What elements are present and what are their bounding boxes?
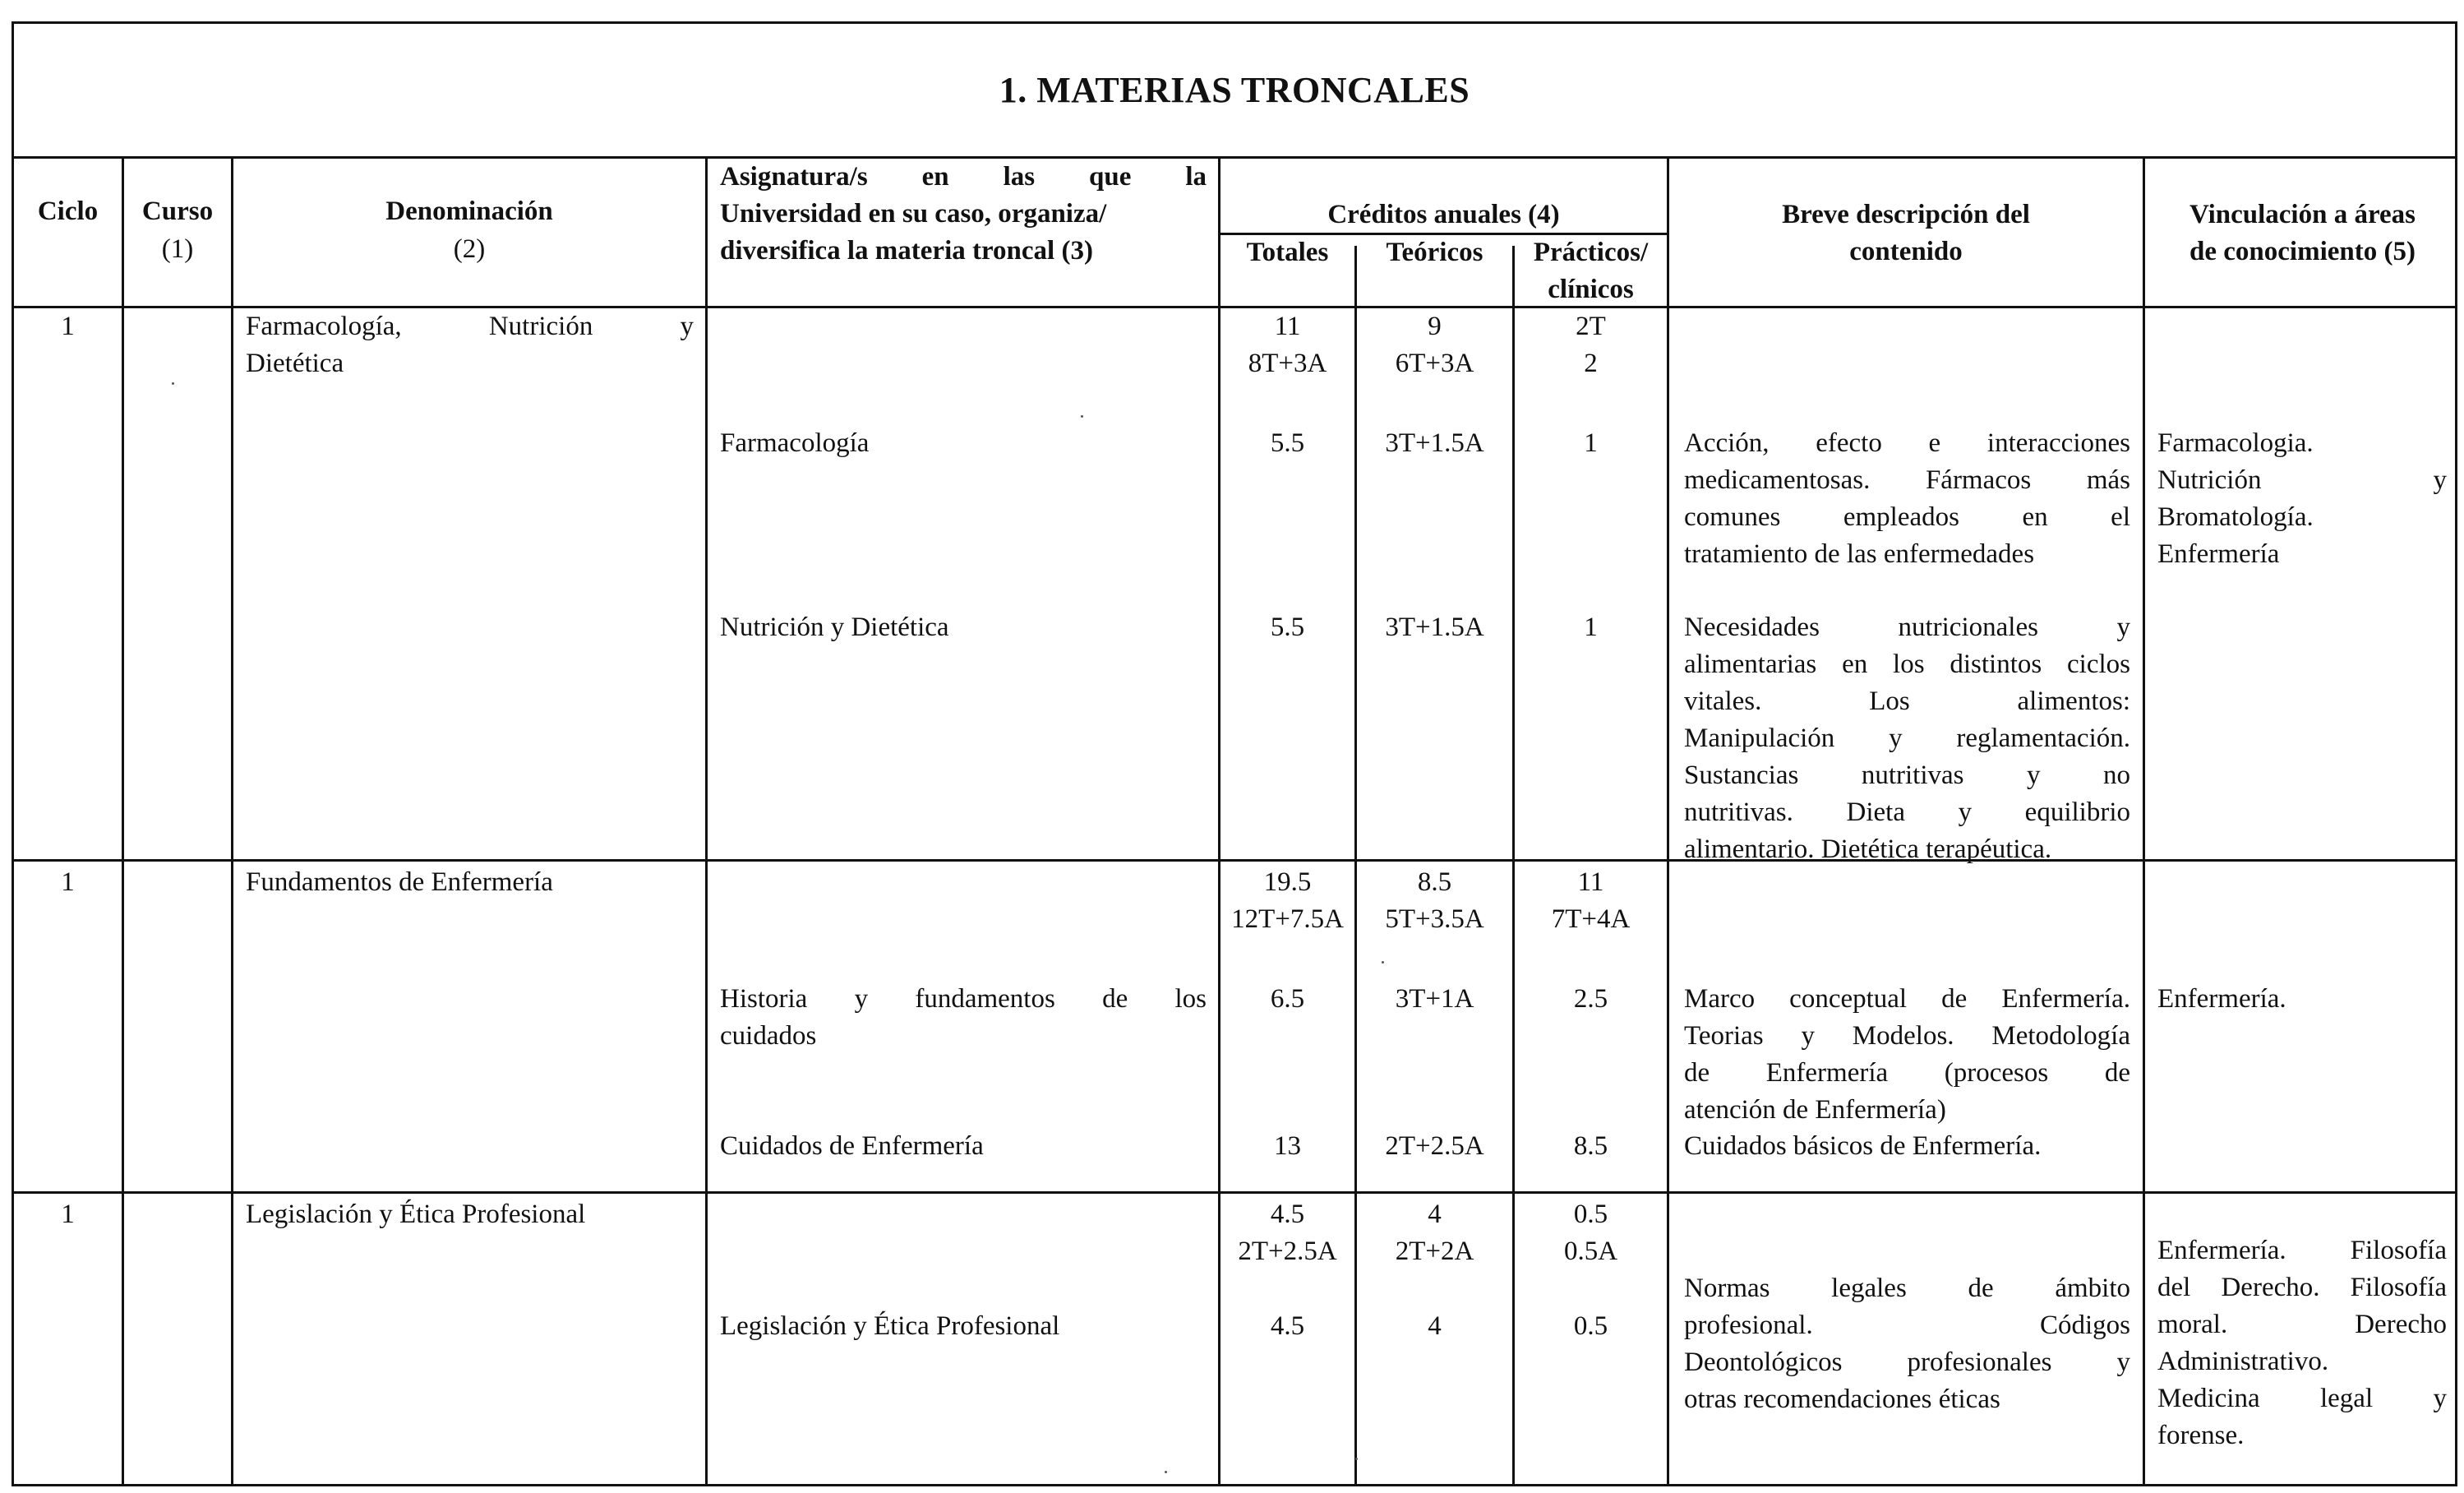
subject-historia-teoricos: 3T+1A — [1395, 984, 1474, 1014]
descripcion-line: de Enfermería (procesos de — [1684, 1058, 2130, 1088]
header-curso-note: (1) — [161, 234, 194, 264]
subject-nutricion-teoricos: 3T+1.5A — [1385, 612, 1484, 642]
section-2-practicos — [1515, 864, 1667, 938]
vinculacion-line: Administrativo. — [2157, 1347, 2329, 1376]
subject-cuidados-totales: 13 — [1274, 1131, 1301, 1161]
vinculacion-line: del Derecho. Filosofía — [2157, 1273, 2447, 1302]
header-totales: Totales — [1246, 238, 1329, 267]
vinculacion-line: Enfermería. Filosofía — [2157, 1236, 2447, 1265]
descripcion-line: Normas legales de ámbito — [1684, 1273, 2130, 1303]
subject-legislacion-descripcion — [1684, 1270, 2130, 1418]
vinculacion-line: Medicina legal y — [2157, 1384, 2447, 1413]
practicos-value: 0.5 — [1573, 1199, 1608, 1229]
subject-historia-descripcion — [1684, 981, 2130, 1129]
col-divider-ciclo — [122, 159, 124, 1486]
title-bar — [14, 24, 2455, 159]
section-2-ciclo: 1 — [61, 867, 75, 897]
header-vinculacion — [2145, 196, 2460, 270]
teoricos-value: 4 — [1428, 1199, 1442, 1229]
page-title: 1. MATERIAS TRONCALES — [999, 70, 1470, 110]
materias-troncales-table — [12, 21, 2457, 1486]
denominacion-line: Dietética — [246, 349, 344, 378]
teoricos-breakdown: 2T+2A — [1395, 1236, 1474, 1266]
header-asignatura-line: Asignatura/s en las que la — [720, 162, 1207, 192]
totales-breakdown: 8T+3A — [1248, 349, 1327, 378]
practicos-value: 11 — [1577, 867, 1604, 897]
header-descripcion-line: Breve descripción del — [1782, 200, 2030, 229]
descripcion-line: Acción, efecto e interacciones — [1684, 428, 2130, 458]
header-denominacion-note: (2) — [453, 234, 486, 264]
descripcion-line: otras recomendaciones éticas — [1684, 1384, 2000, 1414]
descripcion-line: comunes empleados en el — [1684, 502, 2130, 532]
header-practicos-line: clínicos — [1548, 275, 1634, 304]
header-ciclo: Ciclo — [37, 196, 99, 226]
denominacion-line: Farmacología, Nutrición y — [246, 312, 694, 341]
subject-cuidados-teoricos: 2T+2.5A — [1385, 1131, 1484, 1161]
descripcion-line: Teorias y Modelos. Metodología — [1684, 1021, 2130, 1051]
header-practicos-line: Prácticos/ — [1533, 238, 1649, 267]
header-creditos: Créditos anuales (4) — [1327, 200, 1560, 229]
section-2-teoricos — [1357, 864, 1512, 938]
subject-farmacologia-totales: 5.5 — [1270, 428, 1305, 458]
header-descripcion — [1669, 196, 2143, 270]
col-divider-denominacion — [705, 159, 708, 1486]
subject-legislacion-totales: 4.5 — [1270, 1311, 1305, 1341]
header-vinculacion-line: de conocimiento (5) — [2189, 237, 2416, 266]
subject-farmacologia-vinculacion — [2157, 425, 2447, 573]
header-asignatura — [720, 159, 1207, 270]
descripcion-line: profesional. Códigos — [1684, 1310, 2130, 1340]
scan-speck — [1165, 1471, 1167, 1473]
practicos-breakdown: 0.5A — [1563, 1236, 1618, 1266]
descripcion-line: Marco conceptual de Enfermería. — [1684, 984, 2130, 1014]
section-1-teoricos — [1357, 308, 1512, 382]
scan-speck — [172, 382, 174, 385]
descripcion-line: tratamiento de las enfermedades — [1684, 539, 2035, 569]
practicos-value: 2T — [1576, 312, 1606, 341]
section-3-practicos — [1515, 1196, 1667, 1270]
subject-farmacologia-teoricos: 3T+1.5A — [1385, 428, 1484, 458]
section-3-teoricos — [1357, 1196, 1512, 1270]
subject-legislacion-practicos: 0.5 — [1573, 1311, 1608, 1341]
subject-farmacologia: Farmacología — [720, 428, 870, 458]
subject-farmacologia-practicos: 1 — [1584, 428, 1598, 458]
subject-historia-totales: 6.5 — [1270, 984, 1305, 1014]
header-vinculacion-line: Vinculación a áreas — [2189, 200, 2416, 229]
vinculacion-line: Nutrición y — [2157, 465, 2447, 495]
descripcion-line: nutritivas. Dieta y equilibrio — [1684, 797, 2130, 827]
totales-value: 11 — [1274, 312, 1301, 341]
descripcion-line: Deontológicos profesionales y — [1684, 1347, 2130, 1377]
col-divider-curso — [231, 159, 233, 1486]
section-3-denominacion: Legislación y Ética Profesional — [246, 1199, 586, 1229]
teoricos-breakdown: 5T+3.5A — [1385, 904, 1484, 934]
subject-nutricion: Nutrición y Dietética — [720, 612, 949, 642]
subject-legislacion-vinculacion — [2157, 1232, 2447, 1454]
header-denominacion: Denominación — [385, 196, 553, 226]
subject-farmacologia-descripcion — [1684, 425, 2130, 573]
totales-value: 4.5 — [1270, 1199, 1305, 1229]
subject-historia — [720, 981, 1207, 1055]
subject-nutricion-practicos: 1 — [1584, 612, 1598, 642]
subject-cuidados-descripcion: Cuidados básicos de Enfermería. — [1684, 1131, 2042, 1161]
descripcion-line: Sustancias nutritivas y no — [1684, 760, 2130, 790]
teoricos-value: 8.5 — [1417, 867, 1452, 897]
vinculacion-line: Farmacologia. — [2157, 428, 2314, 458]
header-asignatura-line: diversifica la materia troncal (3) — [720, 236, 1093, 266]
subject-cuidados: Cuidados de Enfermería — [720, 1131, 984, 1161]
asignatura-line: Historia y fundamentos de los — [720, 984, 1207, 1014]
subject-legislacion: Legislación y Ética Profesional — [720, 1311, 1060, 1341]
subject-legislacion-teoricos: 4 — [1428, 1311, 1442, 1341]
section-1-denominacion — [246, 308, 694, 382]
scan-speck — [1081, 415, 1083, 418]
vinculacion-line: forense. — [2157, 1421, 2245, 1450]
descripcion-line: Manipulación y reglamentación. — [1684, 723, 2130, 753]
descripcion-line: alimentarias en los distintos ciclos — [1684, 649, 2130, 679]
section-1-totales — [1220, 308, 1354, 382]
scan-speck — [1382, 961, 1384, 964]
col-divider-descripcion — [2143, 159, 2145, 1486]
section-3-ciclo: 1 — [61, 1199, 75, 1229]
section-2-totales — [1220, 864, 1354, 938]
totales-value: 19.5 — [1263, 867, 1312, 897]
section-1-practicos — [1515, 308, 1667, 382]
subject-nutricion-descripcion — [1684, 609, 2130, 868]
asignatura-line: cuidados — [720, 1021, 817, 1051]
totales-breakdown: 2T+2.5A — [1238, 1236, 1337, 1266]
section-1-ciclo: 1 — [61, 312, 75, 341]
header-practicos — [1515, 234, 1667, 308]
subject-historia-practicos: 2.5 — [1573, 984, 1608, 1014]
totales-breakdown: 12T+7.5A — [1231, 904, 1344, 934]
subject-historia-vinculacion: Enfermería. — [2157, 984, 2286, 1014]
teoricos-value: 9 — [1428, 312, 1442, 341]
vinculacion-line: Enfermería — [2157, 539, 2280, 569]
teoricos-breakdown: 6T+3A — [1395, 349, 1474, 378]
col-divider-creditos — [1667, 159, 1669, 1486]
scan-speck — [1355, 1458, 1358, 1460]
subject-nutricion-totales: 5.5 — [1270, 612, 1305, 642]
descripcion-line: vitales. Los alimentos: — [1684, 686, 2130, 716]
descripcion-line: medicamentosas. Fármacos más — [1684, 465, 2130, 495]
practicos-breakdown: 7T+4A — [1551, 904, 1631, 934]
descripcion-line: Necesidades nutricionales y — [1684, 612, 2130, 642]
practicos-breakdown: 2 — [1584, 349, 1598, 378]
section-divider-2 — [14, 1191, 2455, 1194]
vinculacion-line: moral. Derecho — [2157, 1310, 2447, 1339]
section-3-totales — [1220, 1196, 1354, 1270]
vinculacion-line: Bromatología. — [2157, 502, 2314, 532]
descripcion-line: atención de Enfermería) — [1684, 1095, 1946, 1125]
header-curso: Curso — [141, 196, 214, 226]
subject-cuidados-practicos: 8.5 — [1573, 1131, 1608, 1161]
header-asignatura-line: Universidad en su caso, organiza/ — [720, 199, 1107, 229]
header-descripcion-line: contenido — [1849, 237, 1963, 266]
section-2-denominacion: Fundamentos de Enfermería — [246, 867, 553, 897]
header-teoricos: Teóricos — [1386, 238, 1483, 267]
descripcion-line: alimentario. Dietética terapéutica. — [1684, 834, 2052, 864]
